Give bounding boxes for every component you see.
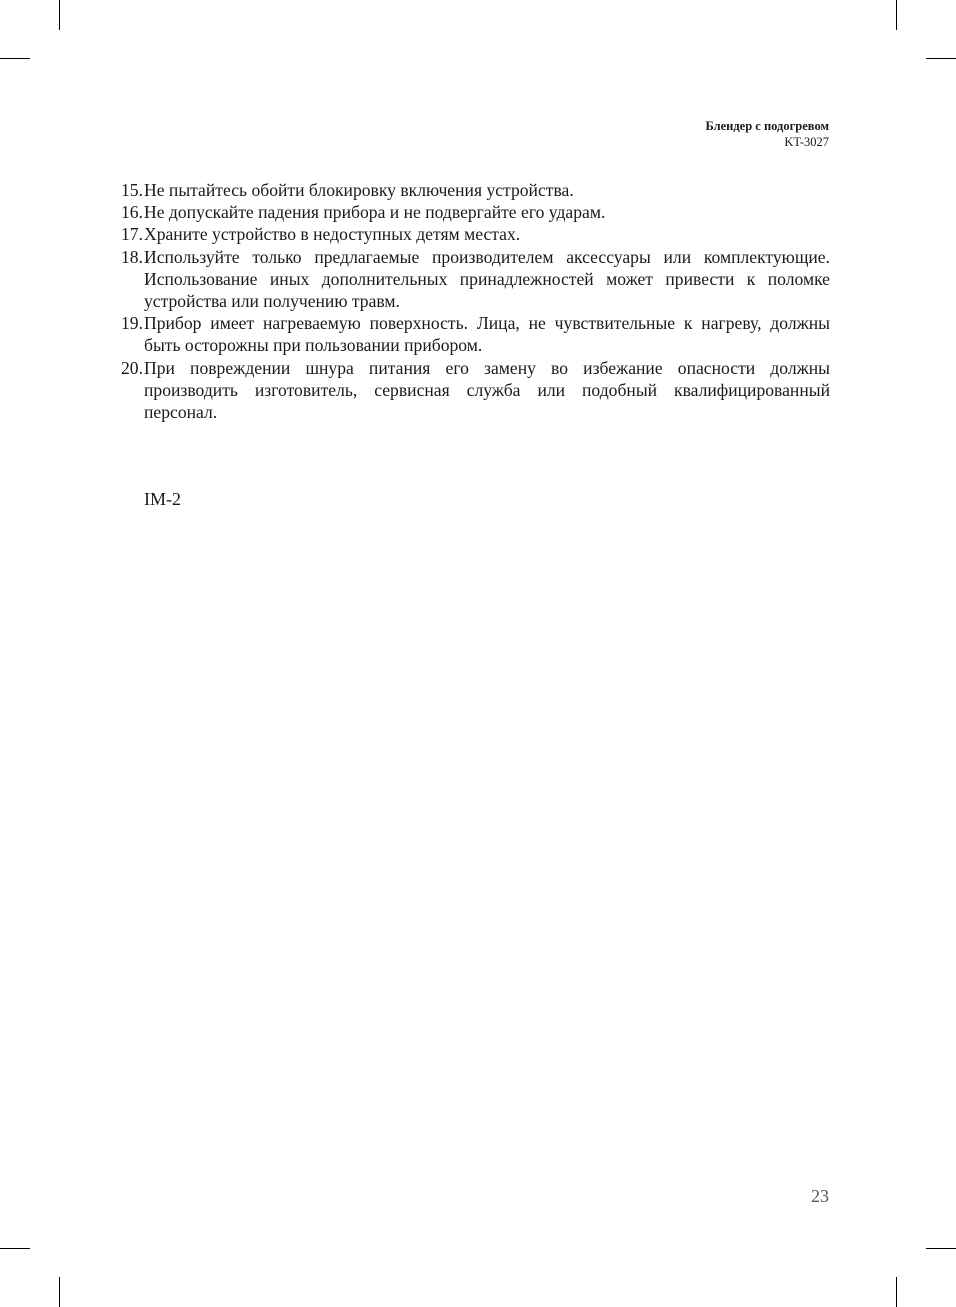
list-item xyxy=(110,246,830,313)
item-number: 17. xyxy=(121,224,143,245)
item-number: 19. xyxy=(121,313,143,334)
item-number: 20. xyxy=(121,357,143,378)
crop-mark-bottom-left-horizontal xyxy=(0,1248,30,1249)
list-item xyxy=(110,223,830,245)
crop-mark-bottom-right-horizontal xyxy=(926,1248,956,1249)
model-number: KT-3027 xyxy=(784,135,829,149)
item-text: При повреждении шнура питания его замену во избежание опасности должны производить изготовитель, сервисная служба или подобный квалифицированный персонал. xyxy=(144,357,830,423)
list-item xyxy=(110,201,830,223)
list-item xyxy=(110,312,830,356)
list-item xyxy=(110,357,830,424)
item-number: 16. xyxy=(121,202,143,223)
crop-mark-top-left-vertical xyxy=(59,0,60,30)
item-text: Храните устройство в недоступных детям местах. xyxy=(144,224,521,245)
running-header xyxy=(705,118,829,150)
product-title: Блендер с подогревом xyxy=(705,119,829,133)
item-text: Не пытайтесь обойти блокировку включения устройства. xyxy=(144,180,574,200)
item-text: Не допускайте падения прибора и не подвергайте его ударам. xyxy=(144,202,606,223)
crop-mark-top-left-horizontal xyxy=(0,58,30,59)
item-text: Прибор имеет нагреваемую поверхность. Лица, не чувствительные к нагреву, должны быть осторожны при пользовании прибором. xyxy=(144,313,830,356)
item-number: 18. xyxy=(121,246,143,267)
page-number: 23 xyxy=(811,1186,829,1206)
crop-mark-bottom-left-vertical xyxy=(59,1277,60,1307)
crop-mark-top-right-vertical xyxy=(896,0,897,30)
crop-mark-bottom-right-vertical xyxy=(896,1277,897,1307)
item-text: Используйте только предлагаемые производителем аксессуары или комплектующие. Использование иных дополнительных принадлежностей может привести к поломке устройства или получению травм. xyxy=(144,246,830,312)
item-number: 15. xyxy=(121,180,143,200)
safety-instructions-list xyxy=(110,179,830,423)
crop-mark-top-right-horizontal xyxy=(926,58,956,59)
document-code: IM-2 xyxy=(144,489,181,509)
list-item xyxy=(110,179,830,201)
